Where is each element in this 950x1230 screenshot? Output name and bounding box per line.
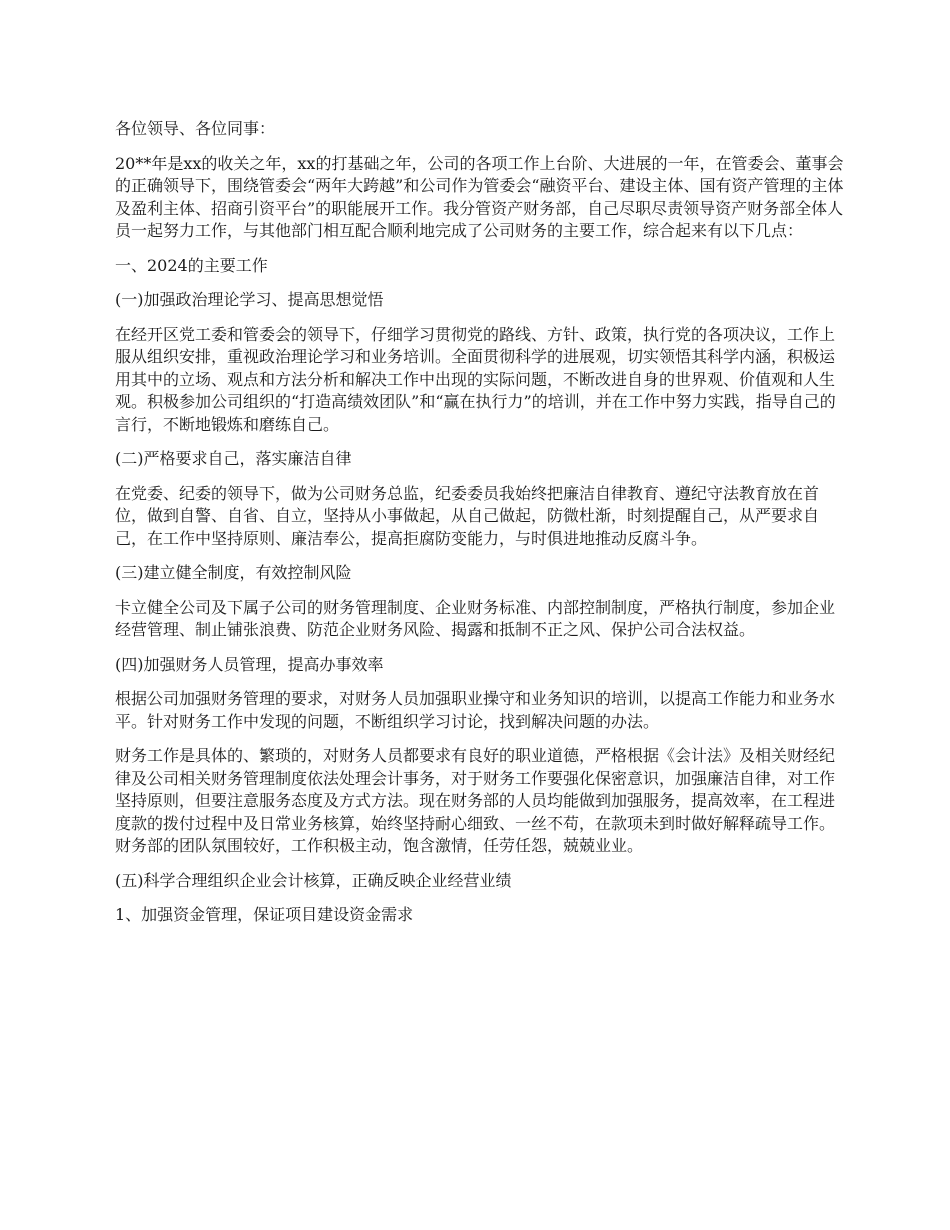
body-paragraph-5: 财务工作是具体的、繁琐的，对财务人员都要求有良好的职业道德，严格根据《会计法》及相关财经纪律及公司相关财务管理制度依法处理会计事务，对于财务工作要强化保密意识，加强廉洁自律，对工作坚持原则，但要注意服务态度及方式方法。现在财务部的人员均能做到加强服务，提高效率，在工程进度款的拨付过程中及日常业务核算，始终坚持耐心细致、一丝不苟，在款项未到时做好解释疏导工作。财务部的团队氛围较好，工作积极主动，饱含激情，任劳任怨，兢兢业业。: [115, 746, 836, 855]
body-paragraph-3: 卡立健全公司及下属子公司的财务管理制度、企业财务标准、内部控制制度，严格执行制度，参加企业经营管理、制止铺张浪费、防范企业财务风险、揭露和抵制不正之风、保护公司合法权益。: [115, 597, 836, 639]
subheading-5: (五)科学合理组织企业会计核算，正确反映企业经营业绩: [115, 870, 512, 890]
body-paragraph-1: 在经开区党工委和管委会的领导下，仔细学习贯彻党的路线、方针、政策，执行党的各项决议，工作上服从组织安排，重视政治理论学习和业务培训。全面贯彻科学的进展观，切实领悟其科学内涵，积极运用其中的立场、观点和方法分析和解决工作中出现的实际问题，不断改进自身的世界观、价值观和人生观。积极参加公司组织的“打造高绩效团队”和“赢在执行力”的培训，并在工作中努力实践，指导自己的言行，不断地锻炼和磨练自己。: [115, 324, 836, 434]
intro-paragraph: 20**年是xx的收关之年，xx的打基础之年，公司的各项工作上台阶、大进展的一年，在管委会、董事会的正确领导下，围绕管委会“两年大跨越”和公司作为管委会“融资平台、建设主体、国有资产管理的主体及盈利主体、招商引资平台”的职能展开工作。我分管资产财务部，自己尽职尽责领导资产财务部全体人员一起努力工作，与其他部门相互配合顺利地完成了公司财务的主要工作，综合起来有以下几点：: [115, 153, 844, 240]
section-heading-main-work: 一、2024的主要工作: [115, 255, 268, 275]
subheading-4: (四)加强财务人员管理，提高办事效率: [115, 654, 384, 674]
subheading-3: (三)建立健全制度，有效控制风险: [115, 563, 352, 582]
body-paragraph-4: 根据公司加强财务管理的要求，对财务人员加强职业操守和业务知识的培训，以提高工作能力和业务水平。针对财务工作中发现的问题，不断组织学习讨论，找到解决问题的办法。: [115, 689, 836, 731]
document-body: [115, 118, 845, 939]
subheading-2: (二)严格要求自己，落实廉洁自律: [115, 449, 352, 468]
numbered-item-1: 1、加强资金管理，保证项目建设资金需求: [115, 905, 414, 924]
salutation: 各位领导、各位同事：: [115, 119, 276, 138]
body-paragraph-2: 在党委、纪委的领导下，做为公司财务总监，纪委委员我始终把廉洁自律教育、遵纪守法教育放在首位，做到自警、自省、自立，坚持从小事做起，从自己做起，防微杜渐，时刻提醒自己，从严要求自己，在工作中坚持原则、廉洁奉公，提高拒腐防变能力，与时俱进地推动反腐斗争。: [115, 483, 820, 548]
subheading-1: (一)加强政治理论学习、提高思想觉悟: [115, 290, 384, 309]
